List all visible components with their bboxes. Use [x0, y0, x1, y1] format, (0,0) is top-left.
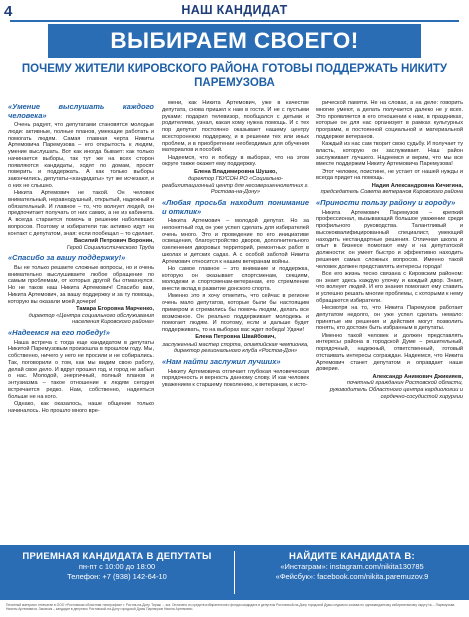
paragraph: Именно такой человек и должен представлять интересы района в городской Думе – решительный, порядочный, надежный, ответственный, готовый отстаивать интересы сограждан. Надеемся, что Никита Артемович станет депутатом и оправдает наше доверие.: [316, 332, 463, 373]
subheadline: ПОЧЕМУ ЖИТЕЛИ КИРОВСКОГО РАЙОНА ГОТОВЫ ПОДДЕРЖАТЬ НИКИТУ ПАРЕМУЗОВА: [21, 63, 448, 89]
paragraph: Этот человек, поистине, не устает от нашей нужды и всегда придет на помощь.: [316, 168, 463, 182]
facebook-link[interactable]: «Фейсбук»: facebook.com/nikita.paremuzov.9: [275, 572, 429, 581]
paragraph: Все его жизнь тесно связана с Кировским районом: он знает здесь каждую улочку и каждый двор. Знает, что волнует людей. И его знания помогают ему ставить и успешно решать многие проблемы, с которыми к нему обращаются избиратели.: [316, 270, 463, 304]
signature-role: заслуженный мастер спорта, олимпийская чемпионка, директор регионального клуба «Ростов-Дон»: [162, 341, 309, 355]
contact-footer: [0, 545, 469, 600]
signature-role: Герой Социалистического Труда: [66, 244, 154, 251]
signature-role: почетный гражданин Ростовской области, руководитель Областного центра кардиологии и сердечно-сосудистой хирургии: [329, 380, 463, 400]
column-1: [8, 100, 154, 528]
signature-role: председатель Совета ветеранов Кировского района: [320, 189, 463, 196]
paragraph: Каждый из нас сам творит свою судьбу. И получает ту власть, которую он заслуживает. Наш район заслуживает лучшего. Надеемся и верим, что мы все вместе поддержим Никиту Артемовича Паремузова!: [316, 141, 463, 168]
social-info: [235, 545, 469, 600]
paragraph: рической памяти. Не на словах, а на деле: говорить многие умеют, а делать получается далеко не у всех. Это проявляется в его отношении к нам, в праздниках, которые он для нас организует в рамках культурных программ, в постоянной социальной и материальной поддержке ветеранов.: [316, 100, 463, 140]
page-header: [0, 0, 469, 24]
paragraph: Никита Артемович Паремузов – крепкий профессионал, вызывающий большое уважение среди профильного руководства. Талантливый и высококвалифицированный специалист, умеющий находить нестандартные решения. Отличная школа и опыт в бизнесе помогают ему и на депутатской должности: он умеет быстро и эффективно находить решения самых сложных вопросов. Именно такой человек должен представлять интересы города!: [316, 209, 463, 270]
paragraph: Наша встреча с тогда еще кандидатом в депутаты Никитой Паремузовым произошла в прошлом году. Мы, собственно, ничего у него не просили и не собирались. Так, поговорили о том, как мы видим свою работу, делай свое дело. И вдруг прошел год, и город не забыл о нас. Молодой, энергичный, полный планов и энтузиазма – такое отношение к людям сегодня встречается редко. Нам, собственно, надеяться больше не на кого.: [8, 339, 154, 400]
section-heading: «Любая просьба находит понимание и отклик»: [162, 198, 309, 216]
brand-title: НАШ КАНДИДАТ: [181, 3, 288, 17]
section-heading: «Надеемся на его победу!»: [8, 328, 110, 337]
paragraph: Вы не только решаете сложные вопросы, но и очень внимательно выслушиваете любое обращение по самым проблемам, от которых другой бы отмахнулся. Но не таков наш Никита Артемович! Спасибо вам, Никита Артемович, за вашу поддержку и за ту помощь, которую вы оказали моей дочери!: [8, 264, 154, 305]
reception-info: [0, 545, 234, 600]
signature-role: директор «Центра социального обслуживания населения Кировского района»: [28, 312, 154, 326]
section-heading: «Нам найти заслужил лучших»: [162, 357, 281, 366]
reception-title: ПРИЕМНАЯ КАНДИДАТА В ДЕПУТАТЫ: [22, 551, 212, 562]
header-rule: [10, 20, 459, 22]
paragraph: Никиту Артемовича отличает глубокая человеческая порядочность и верность данному слову. И как человек уважением к старшему поколению, к ветеранам, к исто-: [162, 368, 309, 388]
reception-hours: пн-пт с 10:00 до 18:00: [78, 562, 156, 571]
signature-name: Александр Анимович Джикияев,: [372, 373, 463, 380]
signature-name: Надия Александровна Кичигина,: [371, 182, 463, 189]
paragraph: Никита Артемович – молодой депутат. Но за непонятный год он уже успел сделать для избирателей очень много. Это и проведение по его инициативе освещения, благоустройство дворов, дополнительного озеленения дворовых территорий, ремонтных работ в школах и детских садах. А с особой заботой Никита Артемович относится к нашим ветеранам войны.: [162, 218, 309, 265]
signature: [8, 238, 154, 245]
signature-name: Елена Петровна Швайбович,: [195, 334, 276, 341]
section-heading: «Умение выслушать каждого человека»: [8, 102, 154, 120]
signature: [162, 169, 309, 176]
signature: [8, 306, 154, 313]
signature-name: Елена Владимировна Шушко,: [193, 168, 278, 175]
social-title: НАЙДИТЕ КАНДИДАТА В:: [289, 551, 415, 562]
signature: [162, 334, 309, 341]
paragraph: Однако, как оказалось, наше общение только начиналось. Но прошло много вре-: [8, 400, 154, 414]
paragraph: Надеемся, что и победу в выборах, что на этом округе также окажет ему поддержку.: [162, 154, 309, 168]
signature-name: Василий Петрович Воронин,: [73, 237, 154, 244]
section-heading: «Приности пользу району и городу»: [316, 198, 456, 207]
signature-name: Тамара Егоровна Марченко,: [76, 305, 154, 312]
headline-banner: ВЫБИРАЕМ СВОЕГО!: [48, 24, 421, 58]
instagram-link[interactable]: «Инстаграм»: instagram.com/nikita130785: [280, 562, 424, 571]
reception-phone[interactable]: Телефон: +7 (938) 142-64-10: [67, 572, 167, 581]
column-2: [162, 100, 309, 528]
imprint-fine-print: Печатный материал отпечатан в ООО «Ростовская областная типография» г. Ростов-на-Дону. Тираж ... экз. Оплачено из средств избирательного фонда кандидата в депутаты Ростовской-на-Дону городской Думы седьмого созыва по одномандатному избирательному округу №... Паремузова Никиты Артемовича. Заказчик – кандидат в депутаты Ростовской-на-Дону городской Думы Паремузов Никита Артемович.: [6, 603, 455, 611]
paragraph: Но самое главное – это внимание и поддержка, которую он оказывает спортсменам, секциям, молодежи и спортсменам-ветеранам, его стремление внести вклад в развитие донского спорта.: [162, 265, 309, 292]
paragraph: мени, как Никита Артемович, уже в качестве депутата, снова пришел к нам в гости. И не с пустыми руками: подарил телевизор, пообщался с детьми и родителями, узнал, какая кому нужна помощь. И с тех пор депутат постоянно оказывает нашему центру всестороннюю поддержку, и в решении тех или иных проблем, и в приобретении необходимых для обучения материалов и пособий.: [162, 100, 309, 154]
section-heading: «Спасибо за вашу поддержку!»: [8, 253, 126, 263]
paragraph: Несмотря на то, что Никита Паремузов работает депутатом недолго, он уже успел сделать немало: принятые им решения и действия могут позволить понять, кто достоин быть избранным в депутаты.: [316, 305, 463, 332]
page-number: 4: [4, 3, 13, 20]
paragraph: Именно это я хочу отметить, что сейчас в регионе очень мало депутатов, которые были бы настоящим примером и стремились бы помочь людям, делать все возможное. Он реально поддерживает молодежь и помогает людям. И поэтому, если и дальше будет поддерживать, то на выборах вас ждет победа! Удачи!: [162, 293, 309, 333]
signature-role: директор ГБУСОН РО «Социально-реабилитационный центр для несовершеннолетних г. Ростова-на-Дону»: [162, 175, 309, 196]
paragraph: Очень радует, что депутатами становятся молодые люди: активные, полные планов, умеющие работать и помогать людям. Самая главная черта Никиты Артемовича Паремузова – его открытость к людям, умение выслушать. Вот как иногда бывает: как только начинается выборы, так тут же на всех сторон появляются кандидаты, ходят по домам, просят поверить и поддержать. А как только выборы закончились, депутаты-«кандидаты» тут же исчезают, и о них не слышно.: [8, 122, 154, 189]
column-3: [316, 100, 463, 528]
paragraph: Никита Артемович не такой. Он человек внимательный, неравнодушный, открытый, надежный и обязательный. И главное – то, что волнует людей, он предпочитает получать от них самих, а не из кабинета. А всегда старается помочь в решении наболевших вопросов. Поэтому и избиратели так активно идут на контакт с депутатом, зная: если пообещал – то сделает.: [8, 190, 154, 237]
